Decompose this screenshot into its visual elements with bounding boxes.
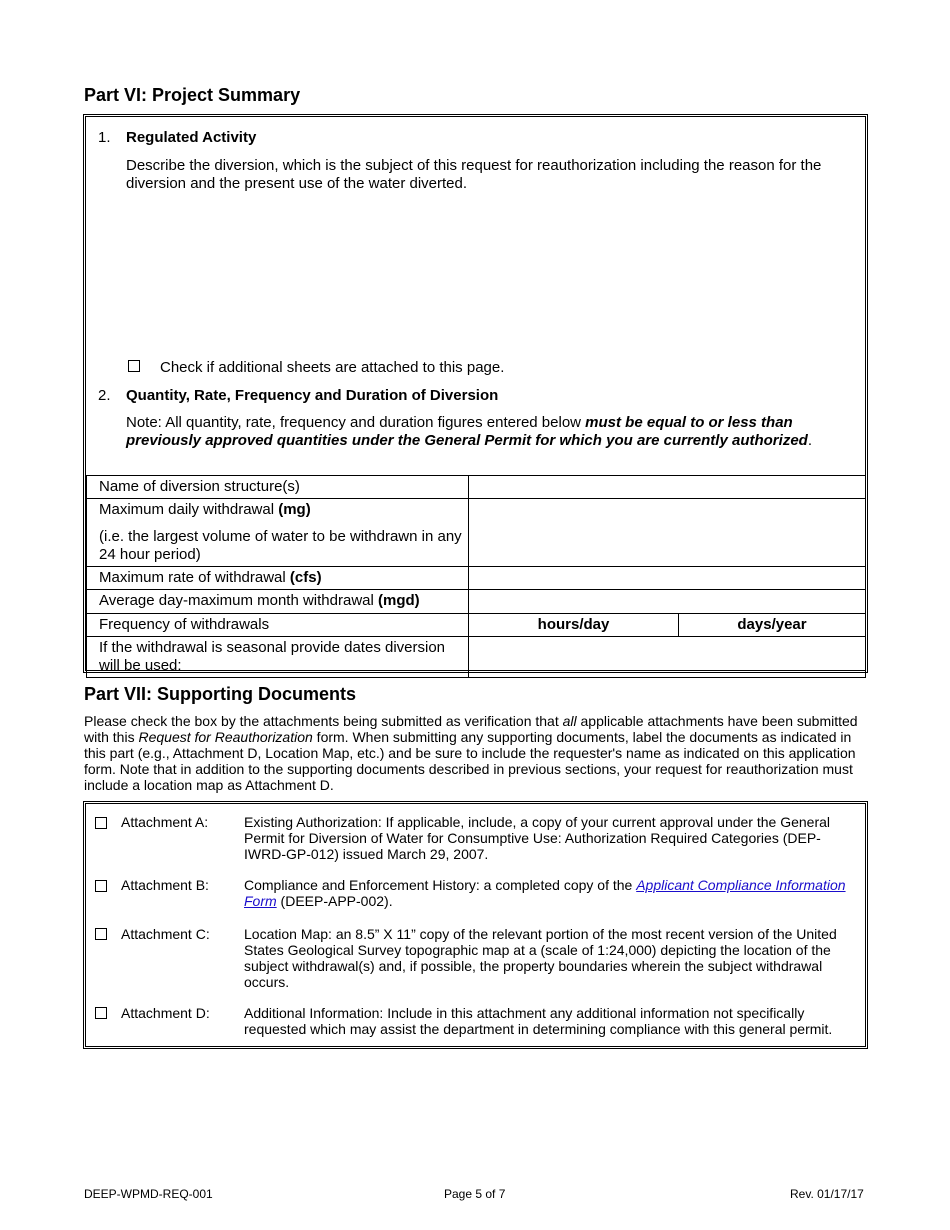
- note-prefix: Note: All quantity, rate, frequency and duration figures entered below: [126, 414, 586, 431]
- attachment-b-description: [244, 877, 856, 909]
- item2-number: 2.: [98, 387, 111, 404]
- attachment-d-label: Attachment D:: [121, 1005, 210, 1021]
- intro-part2: applicable attachments have been submitted with this: [84, 713, 858, 745]
- attachment-b-text-suffix: (DEEP-APP-002).: [276, 893, 393, 909]
- rate-unit: (cfs): [289, 569, 322, 586]
- attachment-c-label: Attachment C:: [121, 926, 210, 942]
- attachment-a-checkbox[interactable]: [95, 817, 107, 829]
- item1-heading: Regulated Activity: [126, 129, 257, 146]
- daily-unit: (mg): [278, 501, 311, 518]
- diversion-quantity-table: [86, 475, 866, 678]
- row-seasonal-label: If the withdrawal is seasonal provide dates diversion will be used:: [87, 637, 469, 678]
- attachment-d-checkbox[interactable]: [95, 1007, 107, 1019]
- additional-sheets-label: Check if additional sheets are attached to this page.: [160, 359, 505, 376]
- item1-description: Describe the diversion, which is the subject of this request for reauthorization including the reason for the diversion and the present use of the water diverted.: [126, 157, 822, 192]
- daily-label-text: Maximum daily withdrawal: [99, 501, 279, 518]
- row-avg-label: [87, 590, 469, 614]
- attachment-b-label: Attachment B:: [121, 877, 209, 893]
- attachment-c-description: Location Map: an 8.5” X 11” copy of the relevant portion of the most recent version of the United States Geological Survey topographic map at a (scale of 1:24,000) depicting the location of the subject withdrawal(s) and, if possible, the property boundaries wherein the subject withdrawal occurs.: [244, 926, 837, 990]
- avg-day-max-month-input[interactable]: [469, 590, 866, 614]
- rate-label-text: Maximum rate of withdrawal: [99, 569, 290, 586]
- intro-part3: form. When submitting any supporting documents, label the documents as indicated in this part (e.g., Attachment D, Location Map, etc.) and be sure to include the requester's name as indicated on this application form. Note that in addition to the supporting documents described in previous sections, your request for reauthorization must include a location map as Attachment D.: [84, 729, 856, 793]
- intro-all: all: [562, 713, 577, 729]
- part7-title: Part VII: Supporting Documents: [84, 684, 357, 704]
- part6-title: Part VI: Project Summary: [84, 85, 301, 105]
- daily-note: (i.e. the largest volume of water to be withdrawn in any 24 hour period): [99, 528, 462, 563]
- attachment-d-description: Additional Information: Include in this attachment any additional information not specifically requested which may assist the department in determining compliance with this general permit.: [244, 1005, 833, 1037]
- row-structure-label: Name of diversion structure(s): [87, 476, 469, 499]
- intro-part1: Please check the box by the attachments being submitted as verification that: [84, 713, 563, 729]
- row-freq-label: Frequency of withdrawals: [87, 614, 469, 637]
- intro-form-name: Request for Reauthorization: [138, 729, 313, 745]
- hours-per-day-input[interactable]: hours/day: [469, 614, 679, 637]
- item1-number: 1.: [98, 129, 111, 146]
- regulated-activity-response-area[interactable]: [126, 196, 856, 346]
- part7-intro: [84, 713, 864, 793]
- attachment-b-text-prefix: Compliance and Enforcement History: a completed copy of the: [244, 877, 637, 893]
- footer-page-number: Page 5 of 7: [444, 1187, 506, 1201]
- max-daily-withdrawal-input[interactable]: [469, 499, 866, 567]
- seasonal-dates-input[interactable]: [469, 637, 866, 678]
- attachment-a-description: Existing Authorization: If applicable, include, a copy of your current approval under the General Permit for Diversion of Water for Consumptive Use: Authorization Required Categories (DEP-IWRD-GP-012) issued March 29, 2007.: [244, 814, 831, 862]
- avg-unit: (mgd): [378, 592, 420, 609]
- attachment-a-label: Attachment A:: [121, 814, 209, 830]
- note-emphasis: must be equal to or less than previously approved quantities under the General Permit for which you are currently authorized: [126, 414, 808, 449]
- row-rate-label: [87, 567, 469, 590]
- note-suffix: .: [807, 432, 812, 449]
- structure-name-input[interactable]: [469, 476, 866, 499]
- row-daily-label: [87, 499, 469, 567]
- item2-note: [126, 414, 862, 450]
- avg-label-text: Average day-maximum month withdrawal: [99, 592, 379, 609]
- attachment-c-checkbox[interactable]: [95, 928, 107, 940]
- max-rate-withdrawal-input[interactable]: [469, 567, 866, 590]
- days-per-year-input[interactable]: days/year: [679, 614, 866, 637]
- attachment-b-checkbox[interactable]: [95, 880, 107, 892]
- item2-heading: Quantity, Rate, Frequency and Duration of Diversion: [126, 387, 499, 404]
- additional-sheets-checkbox[interactable]: [128, 360, 140, 372]
- applicant-compliance-form-link[interactable]: Applicant Compliance Information Form: [244, 877, 846, 909]
- footer-revision: Rev. 01/17/17: [790, 1187, 864, 1201]
- footer-form-id: DEEP-WPMD-REQ-001: [84, 1187, 213, 1201]
